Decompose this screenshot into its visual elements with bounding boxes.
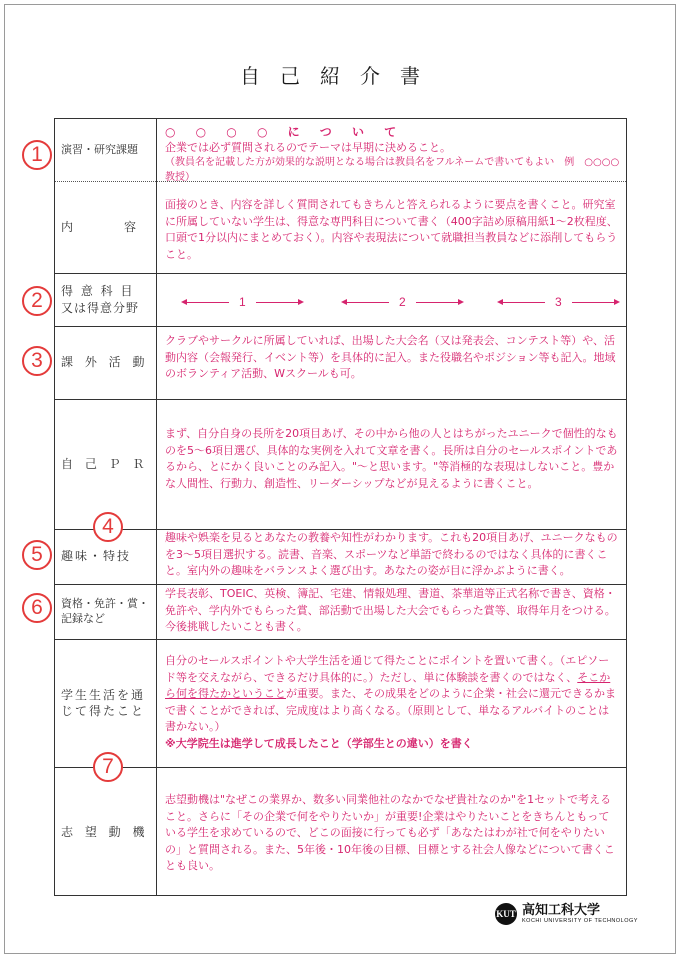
student-life-note: ※大学院生は進学して成長したこと（学部生との違い）を書く <box>165 736 473 750</box>
form-table <box>54 118 627 896</box>
marker-6: 6 <box>22 593 52 623</box>
kut-logo-icon: KUT <box>495 903 517 925</box>
subject-number: 3 <box>555 295 562 309</box>
subject-slot-1 <box>185 295 300 309</box>
research-content <box>165 125 620 185</box>
marker-5: 5 <box>22 540 52 570</box>
subject-number: 2 <box>399 295 406 309</box>
hobbies-text: 趣味や娯楽を見るとあなたの教養や知性がわかります。これも20項目あげ、ユニークなものを3〜5項目選択する。読書、音楽、スポーツなど単語で終わるのではなく具体的に書くこと。室内外の趣味をバランスよく選び出す。あなたの姿が目に浮かぶように書く。 <box>165 531 618 577</box>
marker-2: 2 <box>22 286 52 316</box>
self-pr-text: まず、自分自身の長所を20項目あげ、その中から他の人とはちがったユニークで個性的なものを5〜6項目選び、具体的な実例を入れて文章を書く。長所は自分のセールスポイントであるから、とにかく良いことのみ記入。"〜と思います。"等消極的な表現はしないこと。豊かな人間性、行動力、創造性、リーダーシップなどが見えるように書くこと。 <box>165 427 618 490</box>
university-logo <box>495 903 638 925</box>
student-life-underlined: そこから何を得たかということ <box>165 670 611 700</box>
arrow-right-icon <box>416 302 460 303</box>
label-student-life <box>55 639 156 767</box>
student-life-text-a: 自分のセールスポイントや大学生活を通じて得たことにポイントを置いて書く。（エピソード等を交えながら、できるだけ具体的に。）ただし、単に体験談を書くのではなく、 <box>165 654 610 684</box>
research-note: （教員名を記載した方が効果的な説明となる場合は教員名をフルネームで書いてもよい 例 ○○○○教授） <box>165 157 620 183</box>
label-hobbies: 趣味・特技 <box>61 549 132 564</box>
page-title: 自己紹介書 <box>240 64 440 88</box>
arrow-left-icon <box>185 302 229 303</box>
label-subjects <box>55 273 156 326</box>
label-self-pr: 自 己 Ｐ Ｒ <box>61 456 149 471</box>
label-content: 内 容 <box>61 219 146 234</box>
research-heading: ○ ○ ○ ○ に つ い て <box>165 125 405 139</box>
marker-7: 7 <box>93 752 123 782</box>
label-qualifications <box>55 584 156 639</box>
content-text: 面接のとき、内容を詳しく質問されてもきちんと答えられるように要点を書くこと。研究室に所属していない学生は、得意な専門科目について書く（400字詰め原稿用紙1〜2枚程度、口頭で1分以内にまとめておく）。内容や表現法について就職担当教員などに添削してもらうこと。 <box>165 198 618 261</box>
arrow-right-icon <box>572 302 616 303</box>
logo-name-jp: 高知工科大学 <box>522 902 601 918</box>
arrow-left-icon <box>501 302 545 303</box>
label-motivation: 志 望 動 機 <box>61 824 149 839</box>
subject-slot-2 <box>345 295 460 309</box>
motivation-text: 志望動機は"なぜこの業界か、数多い同業他社のなかでなぜ貴社なのか"を1セットで考えること。さらに「その企業で何をやりたいか」が重要!企業はやりたいことをきちんともっている学生を求めているので、どこの面接に行っても必ず「あなたはわが社で何をやりたいの」と質問される。また、5年後・10年後の目標、目標とする社会人像などについて書くことも良い。 <box>165 793 615 872</box>
label-subjects-line1: 得 意 科 目 <box>61 284 135 299</box>
label-student-life-line1: 学生生活を通 <box>61 687 146 702</box>
subject-number: 1 <box>239 295 246 309</box>
arrow-right-icon <box>256 302 300 303</box>
label-qualifications-line1: 資格・免許・賞・ <box>61 596 149 610</box>
qualifications-text: 学長表彰、TOEIC、英検、簿記、宅建、情報処理、書道、茶華道等正式名称で書き、資格・免許や、学内外でもらった賞、部活動で出場した大会でもらった賞等、取得年月をつける。今後挑戦したいことも書く。 <box>165 587 616 633</box>
subject-slot-3 <box>501 295 616 309</box>
label-qualifications-line2: 記録など <box>61 611 105 625</box>
label-student-life-line2: じて得たこと <box>61 704 146 718</box>
label-subjects-line2: 又は得意分野 <box>61 300 140 315</box>
column-divider <box>156 119 157 895</box>
student-life-text-b: が重要。また、その成果をどのように企業・社会に還元できるかまで書くことができれば、完成度はより高くなる。（原則として、単なるアルバイトのことは書かない。） <box>165 687 616 733</box>
marker-1: 1 <box>22 140 52 170</box>
logo-name-en: KOCHI UNIVERSITY OF TECHNOLOGY <box>522 917 638 924</box>
arrow-left-icon <box>345 302 389 303</box>
marker-4: 4 <box>93 512 123 542</box>
extracurricular-text: クラブやサークルに所属していれば、出場した大会名（又は発表会、コンテスト等）や、活動内容（会報発行、イベント等）を具体的に記入。また役職名やポジション等も記入。地域のボランティア活動、Wスクールも可。 <box>165 334 616 380</box>
label-extracurricular: 課 外 活 動 <box>61 355 149 370</box>
logo-text <box>522 904 638 925</box>
student-life-text <box>165 653 620 752</box>
marker-3: 3 <box>22 346 52 376</box>
research-line: 企業では必ず質問されるのでテーマは早期に決めること。 <box>165 141 451 154</box>
label-research: 演習・研究課題 <box>61 142 138 156</box>
